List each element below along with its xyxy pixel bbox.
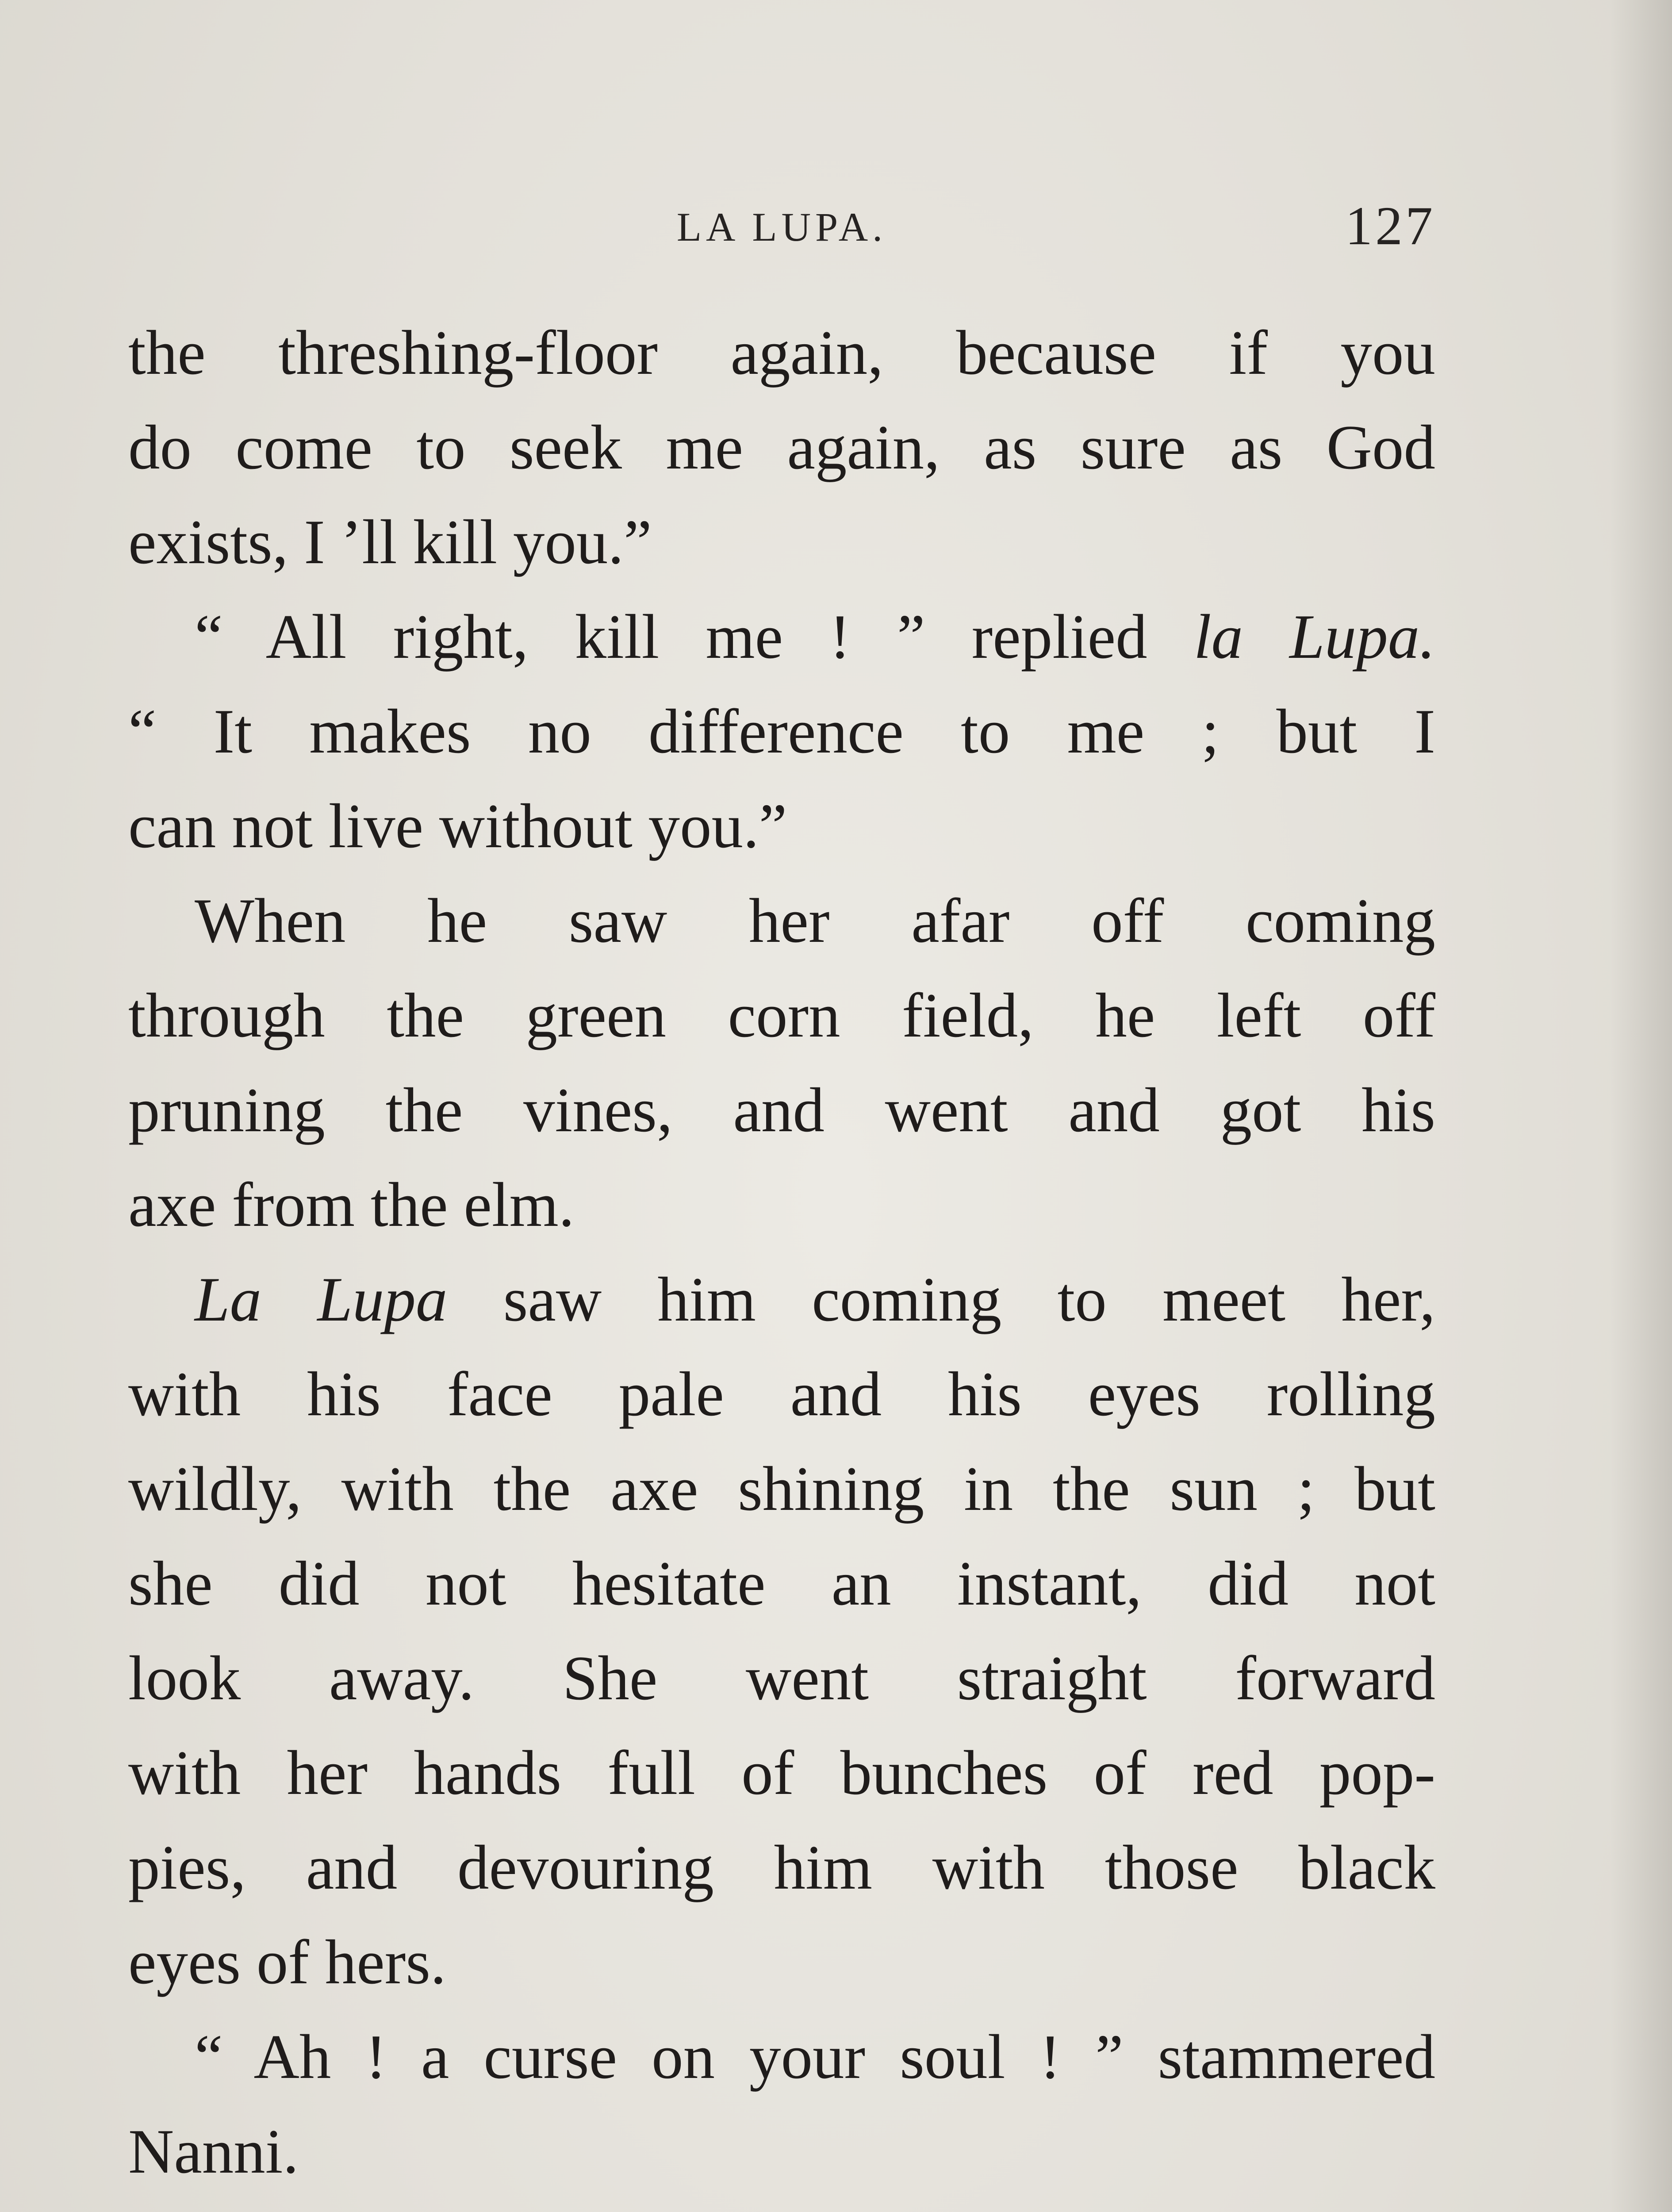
text-line: look away. She went straight forward	[128, 1643, 1435, 1713]
text-line	[128, 1252, 1435, 1347]
paragraph	[128, 589, 1435, 873]
running-title: LA LUPA.	[676, 204, 887, 250]
text-line: “ It makes no difference to me ; but I	[128, 696, 1435, 766]
text-line: do come to seek me again, as sure as God	[128, 412, 1435, 482]
text-line: exists, I ’ll kill you.”	[128, 507, 652, 577]
text-line: the threshing-floor again, because if you	[128, 318, 1435, 388]
text-line: wildly, with the axe shining in the sun ; but	[128, 1454, 1435, 1524]
text-line	[128, 589, 1435, 684]
text-line: axe from the elm.	[128, 1170, 575, 1240]
italic-name: La Lupa	[195, 1264, 448, 1334]
text-line: can not live without you.”	[128, 791, 787, 861]
text-line: pruning the vines, and went and got his	[128, 1075, 1435, 1145]
body-text	[128, 305, 1435, 2199]
italic-name: la Lupa.	[1193, 602, 1435, 672]
paragraph	[128, 1252, 1435, 2009]
running-header	[128, 195, 1435, 257]
text-line: with her hands full of bunches of red pop-	[128, 1738, 1435, 1808]
text-segment: “ All right, kill me ! ” replied	[195, 602, 1194, 672]
text-line: pies, and devouring him with those black	[128, 1832, 1435, 1902]
text-line: through the green corn field, he left off	[128, 980, 1435, 1050]
paragraph	[128, 305, 1435, 589]
text-segment: saw him coming to meet her,	[447, 1264, 1435, 1334]
text-line: eyes of hers.	[128, 1927, 446, 1997]
paragraph	[128, 873, 1435, 1252]
paragraph	[128, 2009, 1435, 2199]
text-line: she did not hesitate an instant, did not	[128, 1548, 1435, 1618]
text-line: Nanni.	[128, 2116, 299, 2186]
page-number: 127	[1345, 196, 1435, 256]
text-line: When he saw her afar off coming	[195, 886, 1435, 956]
text-line: “ Ah ! a curse on your soul ! ” stammered	[195, 2022, 1435, 2092]
text-line: with his face pale and his eyes rolling	[128, 1359, 1435, 1429]
